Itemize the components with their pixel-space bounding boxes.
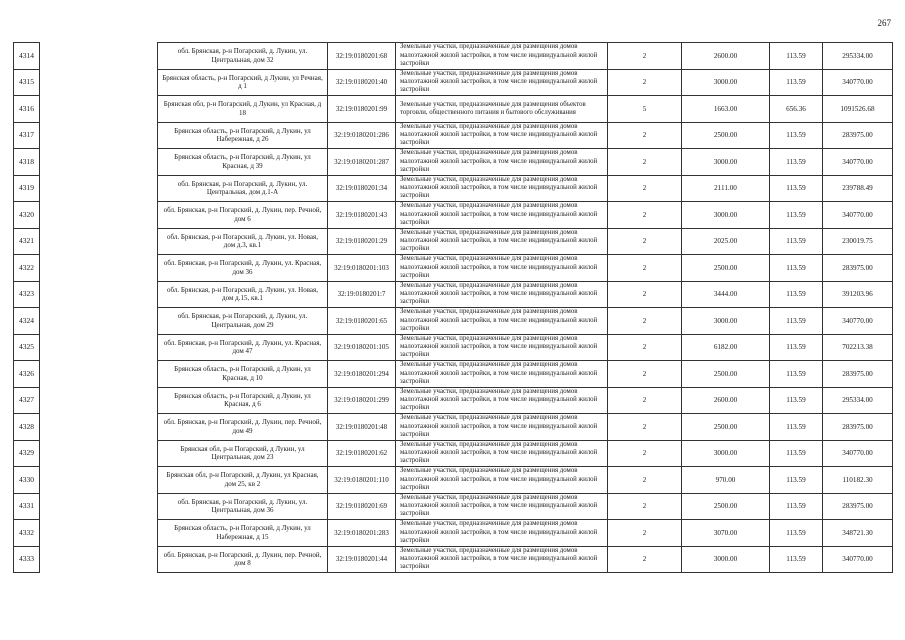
- cadastral-value-cell: 340770.00: [823, 440, 893, 467]
- rate-cell: 113.59: [770, 520, 823, 547]
- cadastral-number-cell: 32:19:0180201:110: [328, 467, 396, 494]
- area-cell: 2025.00: [682, 228, 770, 255]
- row-number-cell: 4322: [14, 255, 40, 282]
- table-row: [14, 467, 893, 494]
- rate-cell: 113.59: [770, 440, 823, 467]
- land-use-cell: Земельные участки, предназначенные для размещения объектов торговли, общественного питания и бытового обслуживания: [396, 96, 608, 123]
- cadastral-number-cell: 32:19:0180201:286: [328, 122, 396, 149]
- cadastral-registry-table: [13, 42, 893, 573]
- address-cell: обл. Брянская, р-н Погарский, д. Лукин, пер. Речной, дом 8: [158, 546, 328, 573]
- group-cell: 2: [608, 228, 682, 255]
- row-number-cell: 4317: [14, 122, 40, 149]
- area-cell: 3000.00: [682, 546, 770, 573]
- row-number-cell: 4321: [14, 228, 40, 255]
- cadastral-value-cell: 702213.38: [823, 334, 893, 361]
- cadastral-value-cell: 283975.00: [823, 255, 893, 282]
- rate-cell: 113.59: [770, 43, 823, 70]
- spacer-cell: [40, 520, 158, 547]
- rate-cell: 113.59: [770, 281, 823, 308]
- group-cell: 2: [608, 122, 682, 149]
- group-cell: 2: [608, 387, 682, 414]
- address-cell: Брянская область, р-н Погарский, д Лукин, ул Набережная, д 26: [158, 122, 328, 149]
- table-row: [14, 440, 893, 467]
- group-cell: 2: [608, 175, 682, 202]
- address-cell: обл. Брянская, р-н Погарский, д. Лукин, ул. Красная, дом 36: [158, 255, 328, 282]
- cadastral-number-cell: 32:19:0180201:43: [328, 202, 396, 229]
- cadastral-value-cell: 230019.75: [823, 228, 893, 255]
- rate-cell: 113.59: [770, 414, 823, 441]
- cadastral-value-cell: 340770.00: [823, 546, 893, 573]
- group-cell: 2: [608, 493, 682, 520]
- area-cell: 2111.00: [682, 175, 770, 202]
- land-use-cell: Земельные участки, предназначенные для размещения домов малоэтажной жилой застройки, в том числе индивидуальной жилой застройки: [396, 122, 608, 149]
- area-cell: 3000.00: [682, 308, 770, 335]
- row-number-cell: 4318: [14, 149, 40, 176]
- address-cell: Брянская область, р-н Погарский, д Лукин, ул Набережная, д 15: [158, 520, 328, 547]
- table-row: [14, 361, 893, 388]
- row-number-cell: 4333: [14, 546, 40, 573]
- row-number-cell: 4331: [14, 493, 40, 520]
- land-use-cell: Земельные участки, предназначенные для размещения домов малоэтажной жилой застройки, в том числе индивидуальной жилой застройки: [396, 467, 608, 494]
- spacer-cell: [40, 361, 158, 388]
- row-number-cell: 4314: [14, 43, 40, 70]
- address-cell: обл. Брянская, р-н Погарский, д. Лукин, ул. Центральная, дом 36: [158, 493, 328, 520]
- land-use-cell: Земельные участки, предназначенные для размещения домов малоэтажной жилой застройки, в том числе индивидуальной жилой застройки: [396, 493, 608, 520]
- cadastral-number-cell: 32:19:0180201:44: [328, 546, 396, 573]
- registry-body: [14, 43, 893, 573]
- table-row: [14, 149, 893, 176]
- cadastral-value-cell: 1091526.68: [823, 96, 893, 123]
- row-number-cell: 4327: [14, 387, 40, 414]
- area-cell: 1663.00: [682, 96, 770, 123]
- land-use-cell: Земельные участки, предназначенные для размещения домов малоэтажной жилой застройки, в том числе индивидуальной жилой застройки: [396, 361, 608, 388]
- row-number-cell: 4324: [14, 308, 40, 335]
- cadastral-number-cell: 32:19:0180201:34: [328, 175, 396, 202]
- group-cell: 2: [608, 334, 682, 361]
- spacer-cell: [40, 43, 158, 70]
- cadastral-value-cell: 283975.00: [823, 493, 893, 520]
- spacer-cell: [40, 334, 158, 361]
- area-cell: 2500.00: [682, 122, 770, 149]
- area-cell: 3444.00: [682, 281, 770, 308]
- table-row: [14, 414, 893, 441]
- group-cell: 2: [608, 69, 682, 96]
- spacer-cell: [40, 175, 158, 202]
- address-cell: Брянская область, р-н Погарский, д Лукин, ул Красная, д 10: [158, 361, 328, 388]
- address-cell: обл. Брянская, р-н Погарский, д. Лукин, ул. Новая, дом д.15, кв.1: [158, 281, 328, 308]
- row-number-cell: 4330: [14, 467, 40, 494]
- area-cell: 6182.00: [682, 334, 770, 361]
- cadastral-number-cell: 32:19:0180201:7: [328, 281, 396, 308]
- address-cell: обл. Брянская, р-н Погарский, д. Лукин, ул. Центральная, дом 32: [158, 43, 328, 70]
- cadastral-number-cell: 32:19:0180201:294: [328, 361, 396, 388]
- table-row: [14, 493, 893, 520]
- cadastral-number-cell: 32:19:0180201:69: [328, 493, 396, 520]
- group-cell: 2: [608, 255, 682, 282]
- table-row: [14, 202, 893, 229]
- table-row: [14, 387, 893, 414]
- land-use-cell: Земельные участки, предназначенные для размещения домов малоэтажной жилой застройки, в том числе индивидуальной жилой застройки: [396, 308, 608, 335]
- address-cell: Брянская обл, р-н Погарский, д Лукин, ул Красная, дом 25, кв 2: [158, 467, 328, 494]
- cadastral-number-cell: 32:19:0180201:287: [328, 149, 396, 176]
- cadastral-value-cell: 348721.30: [823, 520, 893, 547]
- cadastral-number-cell: 32:19:0180201:299: [328, 387, 396, 414]
- group-cell: 2: [608, 520, 682, 547]
- rate-cell: 113.59: [770, 308, 823, 335]
- group-cell: 2: [608, 281, 682, 308]
- row-number-cell: 4323: [14, 281, 40, 308]
- rate-cell: 113.59: [770, 255, 823, 282]
- land-use-cell: Земельные участки, предназначенные для размещения домов малоэтажной жилой застройки, в том числе индивидуальной жилой застройки: [396, 520, 608, 547]
- spacer-cell: [40, 149, 158, 176]
- group-cell: 2: [608, 202, 682, 229]
- cadastral-number-cell: 32:19:0180201:68: [328, 43, 396, 70]
- group-cell: 2: [608, 414, 682, 441]
- cadastral-value-cell: 295334.00: [823, 43, 893, 70]
- rate-cell: 656.36: [770, 96, 823, 123]
- page-number: 267: [877, 18, 891, 28]
- table-row: [14, 546, 893, 573]
- rate-cell: 113.59: [770, 334, 823, 361]
- area-cell: 3000.00: [682, 69, 770, 96]
- row-number-cell: 4326: [14, 361, 40, 388]
- row-number-cell: 4328: [14, 414, 40, 441]
- land-use-cell: Земельные участки, предназначенные для размещения домов малоэтажной жилой застройки, в том числе индивидуальной жилой застройки: [396, 546, 608, 573]
- address-cell: Брянская область, р-н Погарский, д Лукин, ул Красная, д 39: [158, 149, 328, 176]
- land-use-cell: Земельные участки, предназначенные для размещения домов малоэтажной жилой застройки, в том числе индивидуальной жилой застройки: [396, 202, 608, 229]
- group-cell: 2: [608, 361, 682, 388]
- row-number-cell: 4325: [14, 334, 40, 361]
- spacer-cell: [40, 202, 158, 229]
- land-use-cell: Земельные участки, предназначенные для размещения домов малоэтажной жилой застройки, в том числе индивидуальной жилой застройки: [396, 440, 608, 467]
- land-use-cell: Земельные участки, предназначенные для размещения домов малоэтажной жилой застройки, в том числе индивидуальной жилой застройки: [396, 255, 608, 282]
- cadastral-number-cell: 32:19:0180201:99: [328, 96, 396, 123]
- address-cell: обл. Брянская, р-н Погарский, д. Лукин, пер. Речной, дом 6: [158, 202, 328, 229]
- address-cell: обл. Брянская, р-н Погарский, д. Лукин, ул. Новая, дом д.3, кв.1: [158, 228, 328, 255]
- cadastral-value-cell: 391203.96: [823, 281, 893, 308]
- table-row: [14, 69, 893, 96]
- spacer-cell: [40, 228, 158, 255]
- area-cell: 3070.00: [682, 520, 770, 547]
- cadastral-value-cell: 283975.00: [823, 414, 893, 441]
- cadastral-number-cell: 32:19:0180201:65: [328, 308, 396, 335]
- cadastral-number-cell: 32:19:0180201:105: [328, 334, 396, 361]
- land-use-cell: Земельные участки, предназначенные для размещения домов малоэтажной жилой застройки, в том числе индивидуальной жилой застройки: [396, 387, 608, 414]
- cadastral-number-cell: 32:19:0180201:283: [328, 520, 396, 547]
- group-cell: 2: [608, 546, 682, 573]
- cadastral-number-cell: 32:19:0180201:103: [328, 255, 396, 282]
- table-row: [14, 334, 893, 361]
- cadastral-value-cell: 239788.49: [823, 175, 893, 202]
- cadastral-value-cell: 283975.00: [823, 122, 893, 149]
- cadastral-number-cell: 32:19:0180201:48: [328, 414, 396, 441]
- cadastral-value-cell: 340770.00: [823, 69, 893, 96]
- spacer-cell: [40, 414, 158, 441]
- area-cell: 2600.00: [682, 43, 770, 70]
- area-cell: 2500.00: [682, 255, 770, 282]
- area-cell: 3000.00: [682, 149, 770, 176]
- cadastral-value-cell: 295334.00: [823, 387, 893, 414]
- group-cell: 2: [608, 43, 682, 70]
- cadastral-value-cell: 340770.00: [823, 308, 893, 335]
- spacer-cell: [40, 546, 158, 573]
- rate-cell: 113.59: [770, 69, 823, 96]
- row-number-cell: 4315: [14, 69, 40, 96]
- area-cell: 970.00: [682, 467, 770, 494]
- address-cell: Брянская обл, р-н Погарский, д Лукин, ул Красная, д 18: [158, 96, 328, 123]
- address-cell: обл. Брянская, р-н Погарский, д. Лукин, ул. Центральная, дом д.1-А: [158, 175, 328, 202]
- spacer-cell: [40, 281, 158, 308]
- group-cell: 2: [608, 440, 682, 467]
- table-row: [14, 228, 893, 255]
- address-cell: обл. Брянская, р-н Погарский, д. Лукин, пер. Речной, дом 49: [158, 414, 328, 441]
- area-cell: 2500.00: [682, 493, 770, 520]
- spacer-cell: [40, 440, 158, 467]
- land-use-cell: Земельные участки, предназначенные для размещения домов малоэтажной жилой застройки, в том числе индивидуальной жилой застройки: [396, 69, 608, 96]
- cadastral-value-cell: 340770.00: [823, 149, 893, 176]
- table-row: [14, 255, 893, 282]
- table-row: [14, 281, 893, 308]
- table-row: [14, 43, 893, 70]
- rate-cell: 113.59: [770, 122, 823, 149]
- spacer-cell: [40, 255, 158, 282]
- address-cell: Брянская область, р-н Погарский, д Лукин, ул Речная, д 1: [158, 69, 328, 96]
- rate-cell: 113.59: [770, 202, 823, 229]
- row-number-cell: 4329: [14, 440, 40, 467]
- land-use-cell: Земельные участки, предназначенные для размещения домов малоэтажной жилой застройки, в том числе индивидуальной жилой застройки: [396, 149, 608, 176]
- spacer-cell: [40, 467, 158, 494]
- land-use-cell: Земельные участки, предназначенные для размещения домов малоэтажной жилой застройки, в том числе индивидуальной жилой застройки: [396, 414, 608, 441]
- land-use-cell: Земельные участки, предназначенные для размещения домов малоэтажной жилой застройки, в том числе индивидуальной жилой застройки: [396, 228, 608, 255]
- table-row: [14, 520, 893, 547]
- land-use-cell: Земельные участки, предназначенные для размещения домов малоэтажной жилой застройки, в том числе индивидуальной жилой застройки: [396, 175, 608, 202]
- area-cell: 2500.00: [682, 361, 770, 388]
- address-cell: обл. Брянская, р-н Погарский, д. Лукин, ул. Красная, дом 47: [158, 334, 328, 361]
- spacer-cell: [40, 96, 158, 123]
- spacer-cell: [40, 122, 158, 149]
- table-row: [14, 308, 893, 335]
- land-use-cell: Земельные участки, предназначенные для размещения домов малоэтажной жилой застройки, в том числе индивидуальной жилой застройки: [396, 281, 608, 308]
- table-row: [14, 175, 893, 202]
- row-number-cell: 4316: [14, 96, 40, 123]
- rate-cell: 113.59: [770, 493, 823, 520]
- rate-cell: 113.59: [770, 175, 823, 202]
- spacer-cell: [40, 308, 158, 335]
- group-cell: 2: [608, 308, 682, 335]
- rate-cell: 113.59: [770, 546, 823, 573]
- table-row: [14, 122, 893, 149]
- land-use-cell: Земельные участки, предназначенные для размещения домов малоэтажной жилой застройки, в том числе индивидуальной жилой застройки: [396, 334, 608, 361]
- spacer-cell: [40, 493, 158, 520]
- rate-cell: 113.59: [770, 467, 823, 494]
- spacer-cell: [40, 387, 158, 414]
- group-cell: 2: [608, 467, 682, 494]
- group-cell: 5: [608, 96, 682, 123]
- rate-cell: 113.59: [770, 387, 823, 414]
- address-cell: Брянская область, р-н Погарский, д Лукин, ул Красная, д 6: [158, 387, 328, 414]
- cadastral-value-cell: 283975.00: [823, 361, 893, 388]
- cadastral-number-cell: 32:19:0180201:40: [328, 69, 396, 96]
- table-row: [14, 96, 893, 123]
- cadastral-value-cell: 110182.30: [823, 467, 893, 494]
- address-cell: Брянская обл, р-н Погарский, д Лукин, ул Центральная, дом 23: [158, 440, 328, 467]
- cadastral-value-cell: 340770.00: [823, 202, 893, 229]
- rate-cell: 113.59: [770, 228, 823, 255]
- cadastral-number-cell: 32:19:0180201:62: [328, 440, 396, 467]
- area-cell: 2500.00: [682, 414, 770, 441]
- area-cell: 2600.00: [682, 387, 770, 414]
- rate-cell: 113.59: [770, 361, 823, 388]
- cadastral-number-cell: 32:19:0180201:29: [328, 228, 396, 255]
- land-use-cell: Земельные участки, предназначенные для размещения домов малоэтажной жилой застройки, в том числе индивидуальной жилой застройки: [396, 43, 608, 70]
- rate-cell: 113.59: [770, 149, 823, 176]
- group-cell: 2: [608, 149, 682, 176]
- area-cell: 3000.00: [682, 440, 770, 467]
- address-cell: обл. Брянская, р-н Погарский, д. Лукин, ул. Центральная, дом 29: [158, 308, 328, 335]
- row-number-cell: 4332: [14, 520, 40, 547]
- spacer-cell: [40, 69, 158, 96]
- row-number-cell: 4320: [14, 202, 40, 229]
- row-number-cell: 4319: [14, 175, 40, 202]
- area-cell: 3000.00: [682, 202, 770, 229]
